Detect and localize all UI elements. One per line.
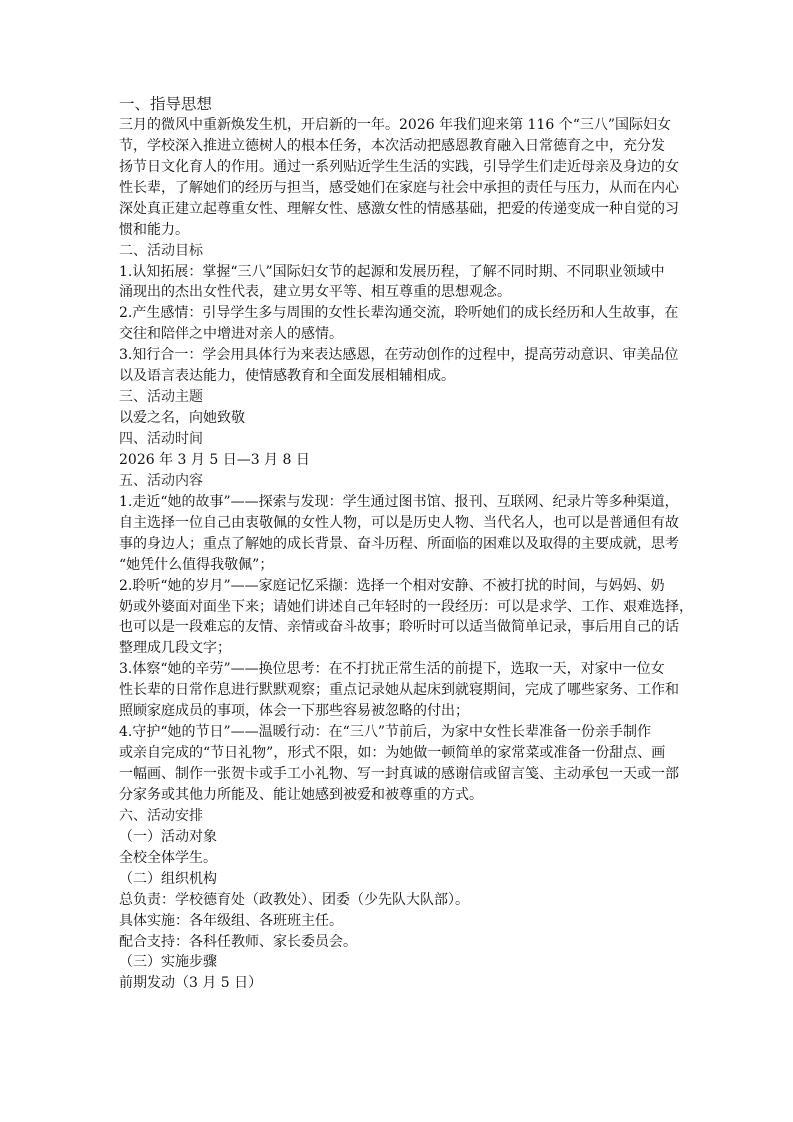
goal-item-line: 3.知行合一：学会用具体行为来表达感恩，在劳动创作的过程中，提高劳动意识、审美品位 bbox=[119, 347, 679, 364]
content-item-line: 一幅画、制作一张贺卡或手工小礼物、写一封真诚的感谢信或留言笺、主动承包一天或一部 bbox=[119, 766, 679, 782]
subheading-organization: （二）组织机构 bbox=[119, 870, 217, 887]
content-item-line: “她凭什么值得我敬佩”； bbox=[119, 556, 274, 573]
content-item-line: 分家务或其他力所能及、能让她感到被爱和被尊重的方式。 bbox=[119, 786, 483, 803]
section-body-activity-content bbox=[119, 492, 693, 806]
text-line: 深处真正建立起尊重女性、理解女性、感激女性的情感基础，把爱的传递变成一种自觉的习 bbox=[119, 200, 679, 217]
content-item-line: 或亲自完成的“节日礼物”，形式不限，如：为她做一顿简单的家常菜或准备一份甜点、画 bbox=[119, 745, 666, 762]
goal-item-line: 以及语言表达能力，使情感教育和全面发展相辅相成。 bbox=[119, 368, 455, 385]
activity-target-text: 全校全体学生。 bbox=[119, 849, 217, 866]
goal-item-line: 1.认知拓展：掌握“三八”国际妇女节的起源和发展历程，了解不同时期、不同职业领域中 bbox=[119, 263, 665, 280]
text-line: 节，学校深入推进立德树人的根本任务，本次活动把感恩教育融入日常德育之中，充分发 bbox=[119, 137, 665, 154]
section-body-guiding-ideology bbox=[119, 115, 679, 241]
content-item-line: 事的身边人；重点了解她的成长背景、奋斗历程、所面临的困难以及取得的主要成就，思考 bbox=[119, 535, 679, 552]
goal-item-line: 2.产生感情：引导学生多与周围的女性长辈沟通交流，聆听她们的成长经历和人生故事，在 bbox=[119, 305, 679, 322]
text-line: 性长辈，了解她们的经历与担当，感受她们在家庭与社会中承担的责任与压力，从而在内心 bbox=[119, 179, 679, 196]
section-heading-activity-time: 四、活动时间 bbox=[119, 431, 203, 447]
section-body-activity-goals bbox=[119, 262, 679, 388]
content-item-line: 奶或外婆面对面坐下来；请她们讲述自己年轻时的一段经历：可以是求学、工作、艰难选择， bbox=[119, 598, 693, 615]
content-item-line: 3.体察“她的辛劳”——换位思考：在不打扰正常生活的前提下，选取一天，对家中一位女 bbox=[119, 661, 665, 678]
subheading-activity-target: （一）活动对象 bbox=[119, 828, 217, 845]
text-line: 扬节日文化育人的作用。通过一系列贴近学生生活的实践，引导学生们走近母亲及身边的女 bbox=[119, 158, 679, 175]
content-item-line: 也可以是一段难忘的友情、亲情或奋斗故事；聆听时可以适当做简单记录，事后用自己的话 bbox=[119, 619, 679, 636]
activity-time-text: 2026 年 3 月 5 日—3 月 8 日 bbox=[119, 451, 310, 468]
goal-item-line: 涌现出的杰出女性代表，建立男女平等、相互尊重的思想观念。 bbox=[119, 284, 511, 301]
subheading-implementation-steps: （三）实施步骤 bbox=[119, 954, 217, 971]
content-item-line: 性长辈的日常作息进行默默观察；重点记录她从起床到就寝期间，完成了哪些家务、工作和 bbox=[119, 682, 679, 699]
organization-lead-text: 总负责：学校德育处（政教处）、团委（少先队大队部）。 bbox=[119, 891, 469, 908]
content-item-line: 4.守护“她的节日”——温暖行动：在“三八”节前后，为家中女性长辈准备一份亲手制作 bbox=[119, 724, 651, 741]
text-line: 三月的微风中重新焕发生机，开启新的一年。2026 年我们迎来第 116 个“三八”国际妇女 bbox=[119, 116, 672, 133]
organization-support-text: 配合支持：各科任教师、家长委员会。 bbox=[119, 933, 357, 950]
content-item-line: 2.聆听“她的岁月”——家庭记忆采撷：选择一个相对安静、不被打扰的时间，与妈妈、奶 bbox=[119, 577, 665, 594]
section-heading-activity-theme: 三、活动主题 bbox=[119, 389, 203, 406]
organization-implement-text: 具体实施：各年级组、各班班主任。 bbox=[119, 912, 343, 929]
section-body-activity-arrangement bbox=[119, 827, 679, 995]
section-heading-activity-arrangement: 六、活动安排 bbox=[119, 807, 203, 824]
section-heading-guiding-ideology: 一、指导思想 bbox=[119, 95, 213, 113]
goal-item-line: 交往和陪伴之中增进对亲人的感情。 bbox=[119, 326, 343, 343]
document-page bbox=[119, 94, 693, 994]
step-early-mobilization: 前期发动（3 月 5 日） bbox=[119, 975, 263, 992]
text-line: 惯和能力。 bbox=[119, 221, 189, 238]
content-item-line: 整理成几段文字； bbox=[119, 640, 231, 657]
section-heading-activity-goals: 二、活动目标 bbox=[119, 242, 203, 259]
content-item-line: 1.走近“她的故事”——探索与发现：学生通过图书馆、报刊、互联网、纪录片等多种渠道， bbox=[119, 493, 679, 510]
content-item-line: 自主选择一位自己由衷敬佩的女性人物，可以是历史人物、当代名人，也可以是普通但有故 bbox=[119, 514, 679, 531]
content-item-line: 照顾家庭成员的事项，体会一下那些容易被忽略的付出； bbox=[119, 703, 469, 720]
section-heading-activity-content: 五、活动内容 bbox=[119, 472, 203, 489]
activity-theme-text: 以爱之名，向她致敬 bbox=[119, 410, 245, 427]
